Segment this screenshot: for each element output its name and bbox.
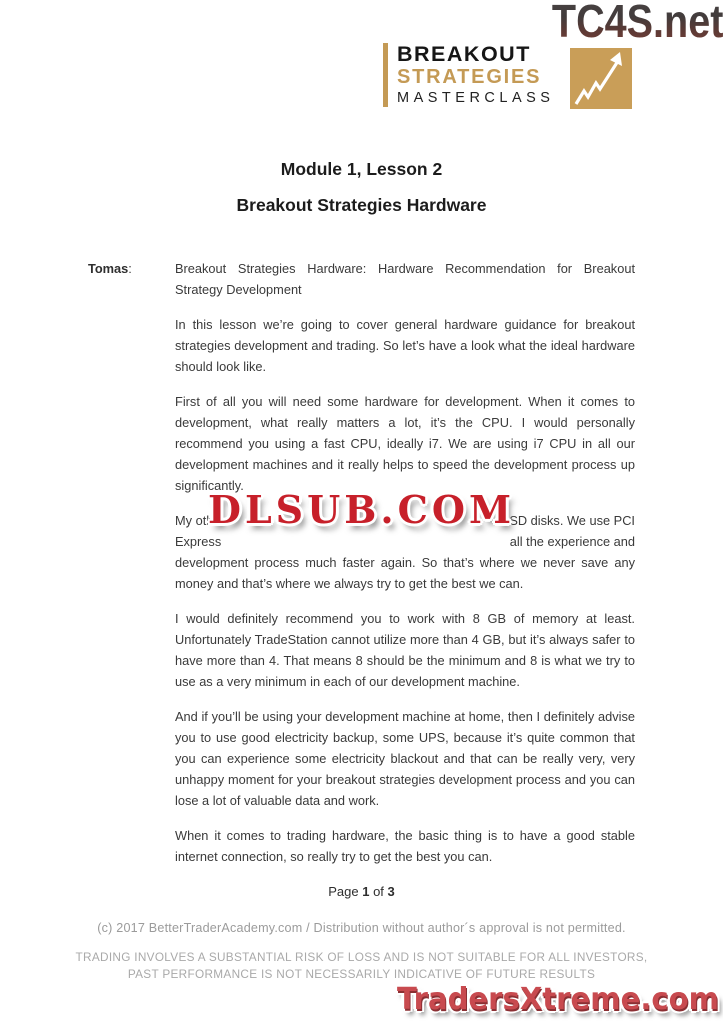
logo-text — [397, 43, 554, 107]
page-total: 3 — [387, 884, 395, 899]
risk-disclaimer — [0, 949, 723, 983]
watermark-tc4s: TC4S.net — [552, 0, 723, 48]
logo-line-breakout: BREAKOUT — [397, 42, 531, 66]
disclaimer-line-2: PAST PERFORMANCE IS NOT NECESSARILY INDICATIVE OF FUTURE RESULTS — [127, 967, 596, 981]
paragraph-internet: When it comes to trading hardware, the basic thing is to have a good stable internet connection, so really try to get the best you can. — [175, 828, 635, 864]
obscured-line2-right: all the experience and — [509, 534, 635, 549]
module-lesson-title: Module 1, Lesson 2 — [280, 159, 443, 179]
paragraph-intro: Breakout Strategies Hardware: Hardware Recommendation for Breakout Strategy Development — [175, 261, 635, 297]
paragraph-cpu: First of all you will need some hardware for development. When it comes to development, what really matters a lot, it’s the CPU. I would personally recommend you using a fast CPU, ideally i7. We are using i7 CPU in all our development machines and it really helps to speed the development process up significantly. — [175, 394, 635, 493]
obscured-line2-left: Express — [175, 534, 222, 549]
logo-breakout-strategies-masterclass — [383, 43, 632, 109]
obscured-line-2 — [175, 531, 635, 552]
watermark-tradersxtreme: TradersXtreme.com — [397, 982, 719, 1017]
speaker-label — [88, 258, 175, 881]
copyright-line: (c) 2017 BetterTraderAcademy.com / Distribution without author´s approval is not permitted. — [97, 921, 626, 935]
transcript-body — [175, 258, 635, 881]
paragraph-ups: And if you’ll be using your development machine at home, then I definitely advise you to use good electricity backup, some UPS, because it’s quite common that you can experience some electricity blackout and that can be really very, very unhappy moment for your breakout strategies development process and you can lose a lot of valuable data and work. — [175, 709, 635, 808]
logo-line-strategies: STRATEGIES — [397, 66, 542, 88]
watermark-dlsub: DLSUB.COM — [207, 487, 516, 532]
obscured-paragraph-rest: development process much faster again. So that’s where we never save any money and that’s where we always try to get the best we can. — [175, 555, 635, 591]
speaker-colon: : — [128, 261, 132, 276]
page-number: 1 — [362, 884, 370, 899]
logo-gold-bar — [383, 43, 388, 107]
obscured-line1-right: SSD disks. We use PCI — [500, 513, 635, 528]
logo-line-masterclass: MASTERCLASS — [397, 90, 555, 106]
lesson-name-title: Breakout Strategies Hardware — [236, 195, 487, 215]
paragraph-memory: I would definitely recommend you to work with 8 GB of memory at least. Unfortunately TradeStation cannot utilize more than 4 GB, but it’s always safer to have more than 4. That means 8 should be the minimum and 8 is what we try to use as a very minimum in each of our development machine. — [175, 611, 635, 689]
page-number-line — [0, 884, 723, 899]
paragraph-lesson-overview: In this lesson we’re going to cover general hardware guidance for breakout strategies development and trading. So let’s have a look what the ideal hardware should look like. — [175, 317, 635, 374]
page-prefix: Page — [328, 884, 363, 899]
transcript — [88, 258, 635, 881]
disclaimer-line-1: TRADING INVOLVES A SUBSTANTIAL RISK OF LOSS AND IS NOT SUITABLE FOR ALL INVESTORS, — [75, 950, 648, 964]
speaker-name: Tomas — [88, 261, 129, 276]
page-of: of — [369, 884, 388, 899]
chart-up-arrow-icon — [570, 48, 632, 109]
obscured-line1-left: My othe — [175, 513, 221, 528]
